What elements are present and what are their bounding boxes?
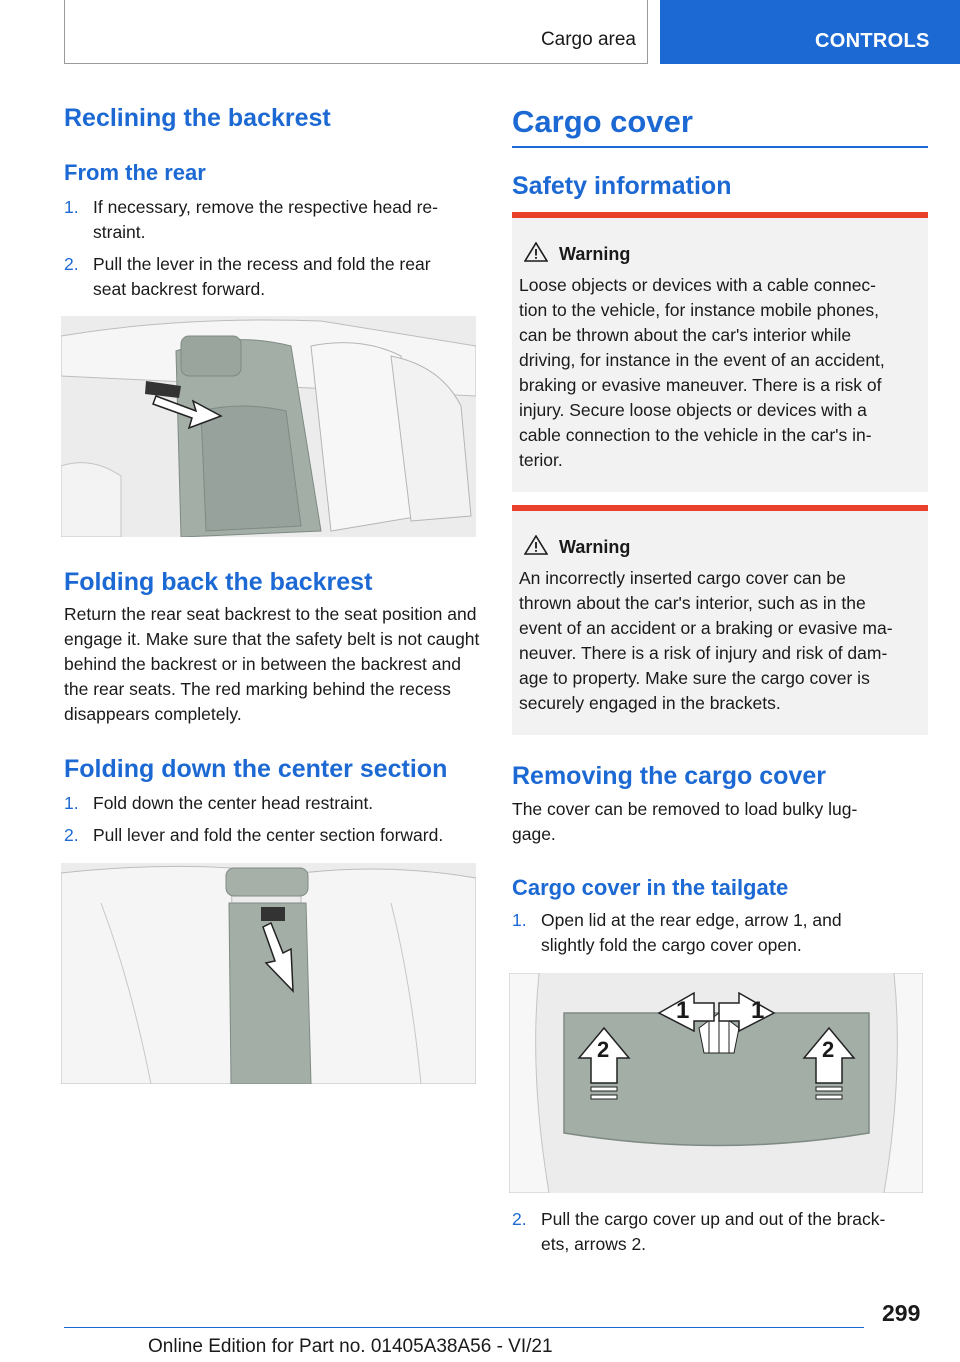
figure-label-2b: 2 — [822, 1037, 835, 1062]
heading-rule — [512, 146, 928, 148]
paragraph-folding-back: Return the rear seat backrest to the seat position and engage it. Make sure that the safety belt is not caught behind the backrest or in between the backrest and the rear seats. The red marking behind the recess disappears completely. — [64, 604, 480, 724]
step-text: Fold down the center head restraint. — [93, 793, 374, 813]
step-text: Pull lever and fold the center section forward. — [93, 825, 444, 845]
figure-label-2a: 2 — [597, 1037, 610, 1062]
section-title: Cargo area — [540, 29, 636, 50]
cargo-cover-illustration-icon — [509, 973, 923, 1193]
step-text: Pull the cargo cover up and out of the brack- ets, arrows 2. — [541, 1209, 886, 1254]
warning-triangle-icon — [524, 535, 548, 555]
step-number: 2. — [64, 825, 79, 845]
warning-box-2 — [512, 505, 928, 735]
step-text: Pull the lever in the recess and fold the rear seat backrest forward. — [93, 254, 431, 299]
figure-label-1b: 1 — [751, 997, 765, 1024]
heading-removing-cargo-cover: Removing the cargo cover — [512, 762, 826, 790]
heading-center-section: Folding down the center section — [64, 755, 448, 783]
figure-backrest-fold — [61, 316, 476, 537]
figure-cargo-cover — [509, 973, 923, 1193]
footer-edition: Online Edition for Part no. 01405A38A56 - VI/21 — [148, 1336, 553, 1357]
step-text: If necessary, remove the respective head re- straint. — [93, 197, 438, 242]
seat-illustration-icon — [61, 316, 476, 537]
tab-controls[interactable]: CONTROLS — [660, 0, 960, 64]
paragraph-removing: The cover can be removed to load bulky lug- gage. — [512, 799, 858, 844]
footer-rule — [64, 1327, 864, 1328]
page-number: 299 — [882, 1300, 921, 1326]
figure-label-1a: 1 — [676, 997, 690, 1024]
warning-triangle-icon — [524, 242, 548, 262]
heading-reclining: Reclining the backrest — [64, 104, 331, 132]
step-number: 1. — [512, 910, 527, 930]
figure-center-section — [61, 863, 476, 1084]
heading-cargo-cover: Cargo cover — [512, 104, 693, 139]
step-number: 2. — [512, 1209, 527, 1229]
warning-title: Warning — [559, 244, 631, 264]
step-number: 1. — [64, 793, 79, 813]
step-number: 2. — [64, 254, 79, 274]
warning-box-1 — [512, 212, 928, 492]
warning-title: Warning — [559, 537, 631, 557]
heading-cargo-cover-tailgate: Cargo cover in the tailgate — [512, 875, 789, 900]
heading-from-rear: From the rear — [64, 160, 206, 185]
heading-safety-information: Safety information — [512, 172, 732, 200]
warning-text: Loose objects or devices with a cable connec- tion to the vehicle, for instance mobile phones, can be thrown about the car's interior while driving, for instance in the event of an accident, braking or evasive maneuver. There is a risk of injury. Secure loose objects or devices with a cable connection to the vehicle in the car's in- terior. — [519, 275, 885, 470]
step-number: 1. — [64, 197, 79, 217]
heading-folding-back: Folding back the backrest — [64, 568, 373, 596]
seat-center-illustration-icon — [61, 863, 476, 1084]
step-text: Open lid at the rear edge, arrow 1, and slightly fold the cargo cover open. — [541, 910, 842, 955]
warning-text: An incorrectly inserted cargo cover can be thrown about the car's interior, such as in the event of an accident or a braking or evasive ma- neuver. There is a risk of injury and risk of dam- age to property. Make sure the cargo cover is securely engaged in the brackets. — [519, 568, 893, 713]
